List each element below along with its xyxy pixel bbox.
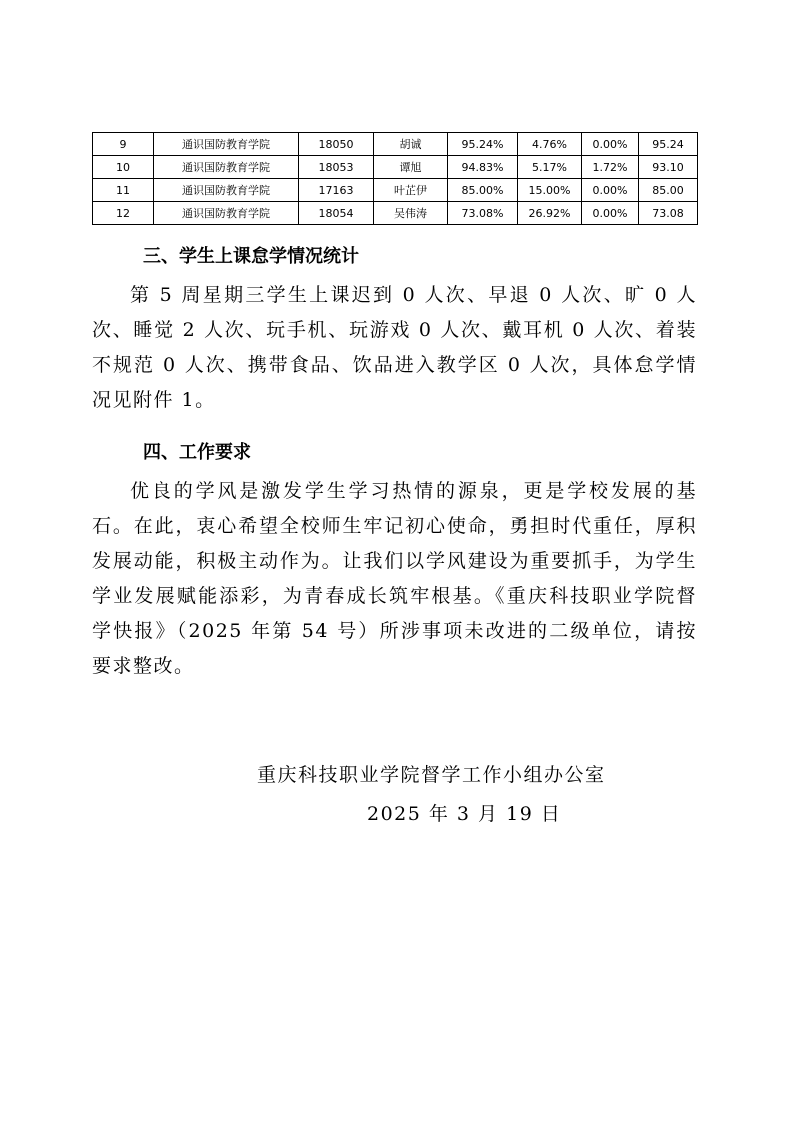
table-cell: 谭旭 xyxy=(374,156,448,179)
table-cell: 15.00% xyxy=(518,179,582,202)
table-cell: 93.10 xyxy=(639,156,698,179)
table-cell: 通识国防教育学院 xyxy=(154,202,299,225)
table-cell: 12 xyxy=(93,202,154,225)
table-cell: 4.76% xyxy=(518,133,582,156)
table-row xyxy=(93,202,698,225)
table-body xyxy=(93,133,698,225)
table-cell: 0.00% xyxy=(582,202,639,225)
table-cell: 94.83% xyxy=(448,156,518,179)
table-cell: 0.00% xyxy=(582,179,639,202)
table-cell: 18050 xyxy=(299,133,374,156)
section-3-heading: 三、学生上课怠学情况统计 xyxy=(143,246,359,267)
table-cell: 85.00% xyxy=(448,179,518,202)
signature-org: 重庆科技职业学院督学工作小组办公室 xyxy=(257,764,606,786)
table-cell: 18054 xyxy=(299,202,374,225)
table-cell: 95.24 xyxy=(639,133,698,156)
table-cell: 吴伟涛 xyxy=(374,202,448,225)
attendance-table xyxy=(92,132,698,225)
table-cell: 通识国防教育学院 xyxy=(154,179,299,202)
table-row xyxy=(93,156,698,179)
table-cell: 85.00 xyxy=(639,179,698,202)
table-cell: 1.72% xyxy=(582,156,639,179)
table-cell: 通识国防教育学院 xyxy=(154,156,299,179)
table-cell: 18053 xyxy=(299,156,374,179)
table-cell: 0.00% xyxy=(582,133,639,156)
table-cell: 胡诚 xyxy=(374,133,448,156)
table-cell: 17163 xyxy=(299,179,374,202)
table-cell: 95.24% xyxy=(448,133,518,156)
table-cell: 73.08% xyxy=(448,202,518,225)
table-cell: 11 xyxy=(93,179,154,202)
table-cell: 9 xyxy=(93,133,154,156)
table-cell: 10 xyxy=(93,156,154,179)
signature-date: 2025 年 3 月 19 日 xyxy=(367,803,562,825)
table-cell: 73.08 xyxy=(639,202,698,225)
table-row xyxy=(93,133,698,156)
table-row xyxy=(93,179,698,202)
table-cell: 5.17% xyxy=(518,156,582,179)
table-cell: 通识国防教育学院 xyxy=(154,133,299,156)
section-4-paragraph: 优良的学风是激发学生学习热情的源泉，更是学校发展的基石。在此，衷心希望全校师生牢记初心使命，勇担时代重任，厚积发展动能，积极主动作为。让我们以学风建设为重要抓手，为学生学业发展赋能添彩，为青春成长筑牢根基。《重庆科技职业学院督学快报》（2025 年第 54 号）所涉事项未改进的二级单位，请按要求整改。 xyxy=(92,480,697,677)
section-4-heading: 四、工作要求 xyxy=(143,442,251,463)
table-cell: 叶芷伊 xyxy=(374,179,448,202)
section-3-paragraph: 第 5 周星期三学生上课迟到 0 人次、早退 0 人次、旷 0 人次、睡觉 2 人次、玩手机、玩游戏 0 人次、戴耳机 0 人次、着装不规范 0 人次、携带食品、饮品进入教学区 0 人次，具体怠学情况见附件 1。 xyxy=(92,284,697,411)
table-cell: 26.92% xyxy=(518,202,582,225)
